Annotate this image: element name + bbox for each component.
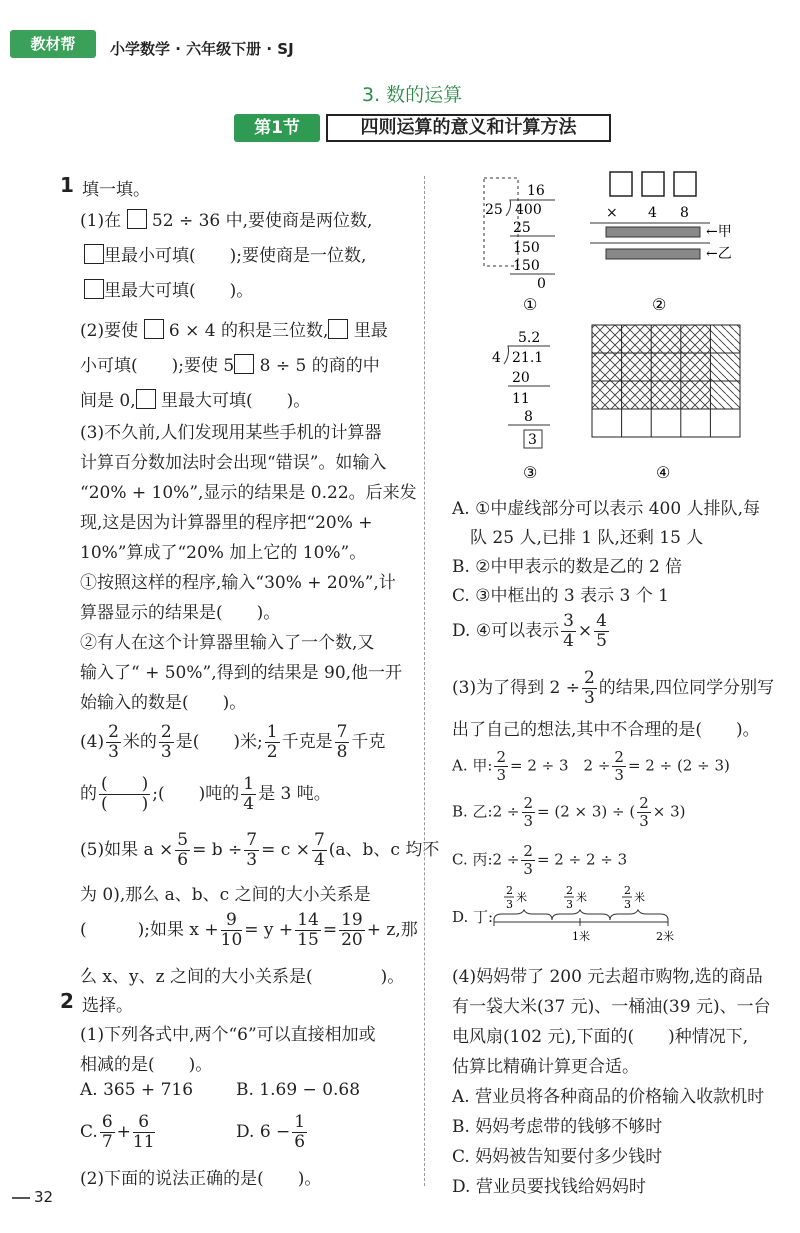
q1-p5-line1: (5)如果 a × $\frac{5}{6}$ = b ÷ $\frac{7}{3}$ = c × $\frac{7}{4}$ (a、b、c 均不 (80, 830, 440, 870)
q2-p1-line1: (1)下列各式中,两个“6”可以直接相加或 (80, 1025, 376, 1045)
q2-option-a: A. 365 + 716 (80, 1080, 194, 1100)
q2-q4-line1: (4)妈妈带了 200 元去超市购物,选的商品 (452, 967, 763, 987)
q1-p3-line8: ②有人在这个计算器里输入了一个数,又 (80, 633, 375, 653)
q2-3-option-a-line2: 队 25 人,已排 1 队,还剩 15 人 (470, 528, 704, 548)
q1-p4-line2: 的 $\frac{( )}{( )}$ ;( )吨的 $\frac{1}{4}$ 是 3 吨。 (80, 774, 331, 814)
blank-box[interactable] (84, 279, 104, 299)
section-title: 四则运算的意义和计算方法 (326, 114, 611, 142)
blank-box (674, 172, 696, 196)
q2-q3-option-b: B. 乙:2 ÷ $\frac{2}{3}$ = (2 × 3) ÷ ( $\frac{2}{3}$ × 3) (452, 794, 686, 830)
q2-q3-option-a: A. 甲: $\frac{2}{3}$ = 2 ÷ 3 2 ÷ $\frac{2}{3}$ = 2 ÷ (2 ÷ 3) (452, 748, 730, 784)
brace-label-unit: 米 (634, 891, 645, 904)
fig3-label: ③ (523, 463, 538, 482)
brace (494, 910, 552, 920)
fig1-row1: 25 (513, 220, 531, 236)
q2-p1-line2: 相减的是( )。 (80, 1055, 213, 1075)
brace-label-num: 2 (624, 884, 631, 897)
brace-label-den: 3 (624, 898, 631, 911)
q2-3-option-b: B. ②中甲表示的数是乙的 2 倍 (452, 557, 683, 577)
blank-box[interactable] (144, 319, 164, 339)
q2-q3-option-d-label: D. 丁: (452, 908, 494, 926)
fig1-dividend: 400 (515, 202, 542, 218)
figure-4-grid (592, 325, 740, 482)
fig1-row2: 150 (513, 240, 540, 256)
q1-p5-line3: ( );如果 x + $\frac{9}{10}$ = y + $\frac{14}{15}$ = $\frac{19}{20}$ + z,那 (80, 910, 418, 950)
page-number: 32 (12, 1188, 53, 1206)
diagonal-hatched-area (710, 325, 740, 409)
fig1-row4: 0 (537, 276, 546, 292)
question-number-2: 2 (60, 989, 74, 1013)
figures-svg (470, 170, 770, 490)
fig4-label: ④ (656, 463, 671, 482)
q2-q4-option-a: A. 营业员将各种商品的价格输入收款机时 (452, 1087, 765, 1107)
q2-3-option-d: D. ④可以表示 $\frac{3}{4}$ × $\frac{4}{5}$ (452, 611, 607, 651)
figure-3-division (492, 330, 550, 482)
q1-p1-line3: 里最大可填( )。 (84, 276, 253, 301)
brace-labels (504, 884, 645, 911)
q2-q4-option-c: C. 妈妈被告知要付多少钱时 (452, 1147, 663, 1167)
fig2-jia: ←甲 (706, 224, 732, 240)
blank-box[interactable] (136, 389, 156, 409)
brace-label-num: 2 (566, 884, 573, 897)
tick-label-1m: 1米 (572, 930, 590, 943)
brace (610, 910, 668, 920)
q2-q4-option-d: D. 营业员要找钱给妈妈时 (452, 1177, 646, 1197)
fig3-row1: 20 (512, 370, 530, 386)
fig1-label: ① (523, 295, 538, 314)
q2-p2-line1: (2)下面的说法正确的是( )。 (80, 1169, 322, 1189)
question-1-title: 填一填。 (82, 180, 150, 200)
q1-p2-line3: 间是 0, 里最大可填( )。 (80, 391, 311, 411)
fig2-digit2: 8 (680, 205, 689, 221)
q2-q4-option-b: B. 妈妈考虑带的钱够不够时 (452, 1117, 663, 1137)
q2-option-c: C. $\frac{6}{7}$ + $\frac{6}{11}$ (80, 1112, 155, 1152)
section-heading (226, 112, 616, 146)
q1-p3-line7: 算器显示的结果是( )。 (80, 603, 281, 623)
brand-tag: 教材帮 (10, 30, 96, 58)
q2-3-option-c: C. ③中框出的 3 表示 3 个 1 (452, 586, 669, 606)
q1-p3-line1: (3)不久前,人们发现用某些手机的计算器 (80, 423, 382, 443)
fig1-quotient: 16 (527, 183, 545, 199)
brace-label-unit: 米 (516, 891, 527, 904)
brace-label-den: 3 (566, 898, 573, 911)
fig3-row4: 3 (528, 432, 537, 448)
q2-q4-line4: 估算比精确计算更合适。 (452, 1057, 639, 1077)
q1-p5-line4: 么 x、y、z 之间的大小关系是( )。 (80, 967, 405, 987)
chapter-title: 3. 数的运算 (362, 84, 463, 106)
blank-box[interactable] (234, 354, 254, 374)
q1-p5-line2: 为 0),那么 a、b、c 之间的大小关系是 (80, 885, 371, 905)
blank-box[interactable] (127, 209, 147, 229)
fig3-quotient: 5.2 (518, 330, 541, 346)
fig3-row3: 8 (524, 409, 533, 425)
q1-p3-line5: 10%”算成了“20% 加上它的 10%”。 (80, 543, 367, 563)
brace-label-num: 2 (506, 884, 513, 897)
shaded-bar-yi (606, 249, 700, 259)
q1-p1-line2: 里最小可填( );要使商是一位数, (84, 241, 366, 266)
q2-q3-line2: 出了自己的想法,其中不合理的是( )。 (452, 720, 760, 740)
blank-box (642, 172, 664, 196)
fig2-digit1: 4 (648, 205, 657, 221)
fig2-times: × (606, 205, 618, 221)
q1-p3-line6: ①按照这样的程序,输入“30% + 20%”,计 (80, 573, 396, 593)
fig3-divisor: 4 (492, 350, 501, 366)
column-divider (424, 176, 425, 1186)
q1-p3-line9: 输入了“ + 50%”,得到的结果是 90,他一开 (80, 663, 403, 683)
shaded-bar-jia (606, 227, 700, 237)
q2-3-option-a-line1: A. ①中虚线部分可以表示 400 人排队,每 (452, 499, 760, 519)
tick-label-2m: 2米 (656, 930, 674, 943)
fig3-row2: 11 (512, 391, 530, 407)
q2-option-d: D. 6 − $\frac{1}{6}$ (236, 1112, 306, 1152)
blank-box[interactable] (84, 244, 104, 264)
figure-1-division (484, 178, 555, 314)
q1-p3-line2: 计算百分数加法时会出现“错误”。如输入 (80, 453, 387, 473)
fig3-dividend: 21.1 (512, 350, 544, 366)
question-number-1: 1 (60, 173, 74, 197)
fig1-divisor: 25 (485, 202, 503, 218)
number-line-diagram (492, 884, 682, 948)
q2-q3-option-c: C. 丙:2 ÷ $\frac{2}{3}$ = 2 ÷ 2 ÷ 3 (452, 842, 628, 878)
q1-p2-line1: (2)要使 6 × 4 的积是三位数, 里最 (80, 321, 388, 341)
blank-box[interactable] (328, 319, 348, 339)
q1-p3-line10: 始输入的数是( )。 (80, 693, 247, 713)
q2-q3-line1: (3)为了得到 2 ÷ $\frac{2}{3}$ 的结果,四位同学分别写 (452, 668, 775, 708)
q1-p1-line1: (1)在 52 ÷ 36 中,要使商是两位数, (80, 211, 373, 231)
brace-label-unit: 米 (576, 891, 587, 904)
q2-option-b: B. 1.69 − 0.68 (236, 1080, 361, 1100)
q1-p2-line2: 小可填( );要使 5 8 ÷ 5 的商的中 (80, 356, 380, 376)
blank-box (610, 172, 632, 196)
book-title: 小学数学 · 六年级下册 · SJ (110, 40, 294, 58)
q1-p3-line3: “20% + 10%”,显示的结果是 0.22。后来发 (80, 483, 417, 503)
q1-p3-line4: 现,这是因为计算器里的程序把“20% + (80, 513, 373, 533)
brace (552, 910, 610, 920)
q1-p4-line1: (4) $\frac{2}{3}$ 米的 $\frac{2}{3}$ 是( )米; $\frac{1}{2}$ 千克是 $\frac{7}{8}$ 千克 (80, 722, 386, 762)
figure-2-multiplication (590, 172, 732, 314)
section-number: 第1节 (234, 114, 320, 142)
fig1-row3: 150 (513, 258, 540, 274)
fig2-label: ② (652, 295, 667, 314)
brace-label-den: 3 (506, 898, 513, 911)
fig2-yi: ←乙 (706, 246, 732, 262)
q2-q4-line2: 有一袋大米(37 元)、一桶油(39 元)、一台 (452, 997, 771, 1017)
question-2-title: 选择。 (82, 996, 133, 1016)
q2-q4-line3: 电风扇(102 元),下面的( )种情况下, (452, 1027, 749, 1047)
